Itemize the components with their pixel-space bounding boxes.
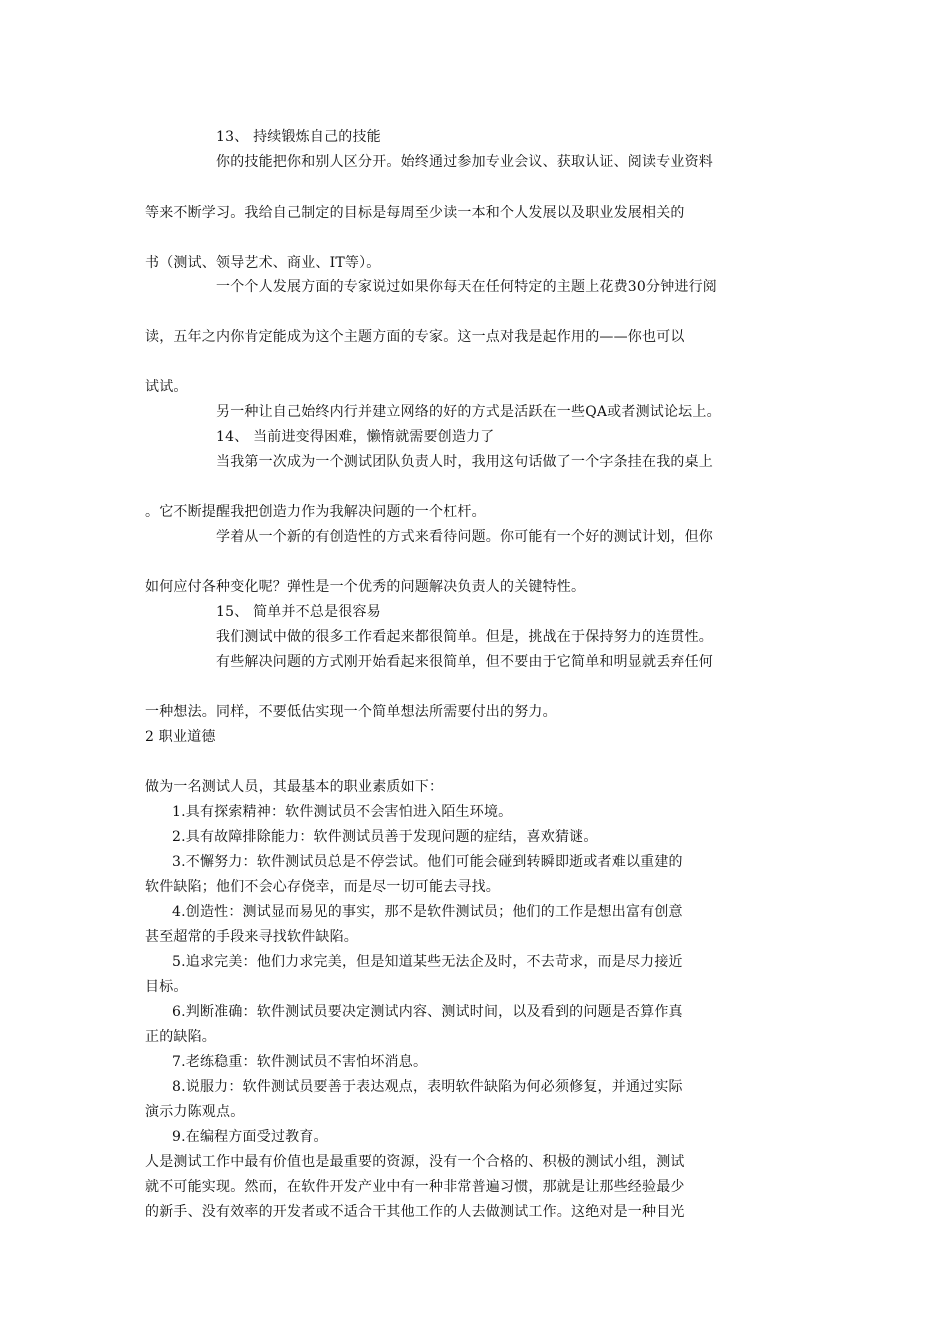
list-item: 7.老练稳重：软件测试员不害怕坏消息。 [172,1054,428,1070]
paragraph-line: 人是测试工作中最有价值也是最重要的资源，没有一个合格的、积极的测试小组，测试 [145,1154,685,1170]
paragraph-line: 试试。 [145,379,188,395]
paragraph-line: 的新手、没有效率的开发者或不适合干其他工作的人去做测试工作。这绝对是一种目光 [145,1204,685,1220]
paragraph-line: 学着从一个新的有创造性的方式来看待问题。你可能有一个好的测试计划，但你 [216,529,713,545]
list-item: 9.在编程方面受过教育。 [172,1129,328,1145]
paragraph-line: 就不可能实现。然而，在软件开发产业中有一种非常普遍习惯，那就是让那些经验最少 [145,1179,685,1195]
paragraph-line: 有些解决问题的方式刚开始看起来很简单，但不要由于它简单和明显就丢弃任何 [216,654,713,670]
list-item: 8.说服力：软件测试员要善于表达观点，表明软件缺陷为何必须修复，并通过实际 [172,1079,683,1095]
paragraph-line: 另一种让自己始终内行并建立网络的好的方式是活跃在一些QA或者测试论坛上。 [216,404,721,420]
list-item: 6.判断准确：软件测试员要决定测试内容、测试时间，以及看到的问题是否算作真 [172,1004,683,1020]
paragraph-line: 读，五年之内你肯定能成为这个主题方面的专家。这一点对我是起作用的——你也可以 [145,329,685,345]
paragraph-line: 一个个人发展方面的专家说过如果你每天在任何特定的主题上花费30分钟进行阅 [216,279,718,295]
list-item: 3.不懈努力：软件测试员总是不停尝试。他们可能会碰到转瞬即逝或者难以重建的 [172,854,683,870]
paragraph-line: 书（测试、领导艺术、商业、IT等）。 [145,255,381,271]
heading-15: 15、 简单并不总是很容易 [216,604,381,620]
paragraph-line: 你的技能把你和别人区分开。始终通过参加专业会议、获取认证、阅读专业资料 [216,154,713,170]
paragraph-line: 我们测试中做的很多工作看起来都很简单。但是，挑战在于保持努力的连贯性。 [216,629,713,645]
list-item-cont: 目标。 [145,979,188,995]
list-item-cont: 甚至超常的手段来寻找软件缺陷。 [145,929,358,945]
paragraph-line: 当我第一次成为一个测试团队负责人时，我用这句话做了一个字条挂在我的桌上 [216,454,713,470]
heading-13: 13、 持续锻炼自己的技能 [216,129,381,145]
paragraph-line: 一种想法。同样，不要低估实现一个简单想法所需要付出的努力。 [145,704,557,720]
list-item-cont: 演示力陈观点。 [145,1104,245,1120]
list-item: 2.具有故障排除能力：软件测试员善于发现问题的症结，喜欢猜谜。 [172,829,598,845]
list-item: 4.创造性：测试显而易见的事实，那不是软件测试员；他们的工作是想出富有创意 [172,904,683,920]
list-item-cont: 软件缺陷；他们不会心存侥幸，而是尽一切可能去寻找。 [145,879,500,895]
paragraph-line: 如何应付各种变化呢？弹性是一个优秀的问题解决负责人的关键特性。 [145,579,586,595]
section-heading: 2 职业道德 [145,729,216,745]
paragraph-line: 做为一名测试人员，其最基本的职业素质如下： [145,779,444,795]
list-item: 5.追求完美：他们力求完美，但是知道某些无法企及时，不去苛求，而是尽力接近 [172,954,683,970]
list-item-cont: 正的缺陷。 [145,1029,216,1045]
heading-14: 14、 当前进变得困难，懒惰就需要创造力了 [216,429,495,445]
paragraph-line: 等来不断学习。我给自己制定的目标是每周至少读一本和个人发展以及职业发展相关的 [145,205,685,221]
paragraph-line: 。它不断提醒我把创造力作为我解决问题的一个杠杆。 [145,504,486,520]
list-item: 1.具有探索精神：软件测试员不会害怕进入陌生环境。 [172,804,513,820]
